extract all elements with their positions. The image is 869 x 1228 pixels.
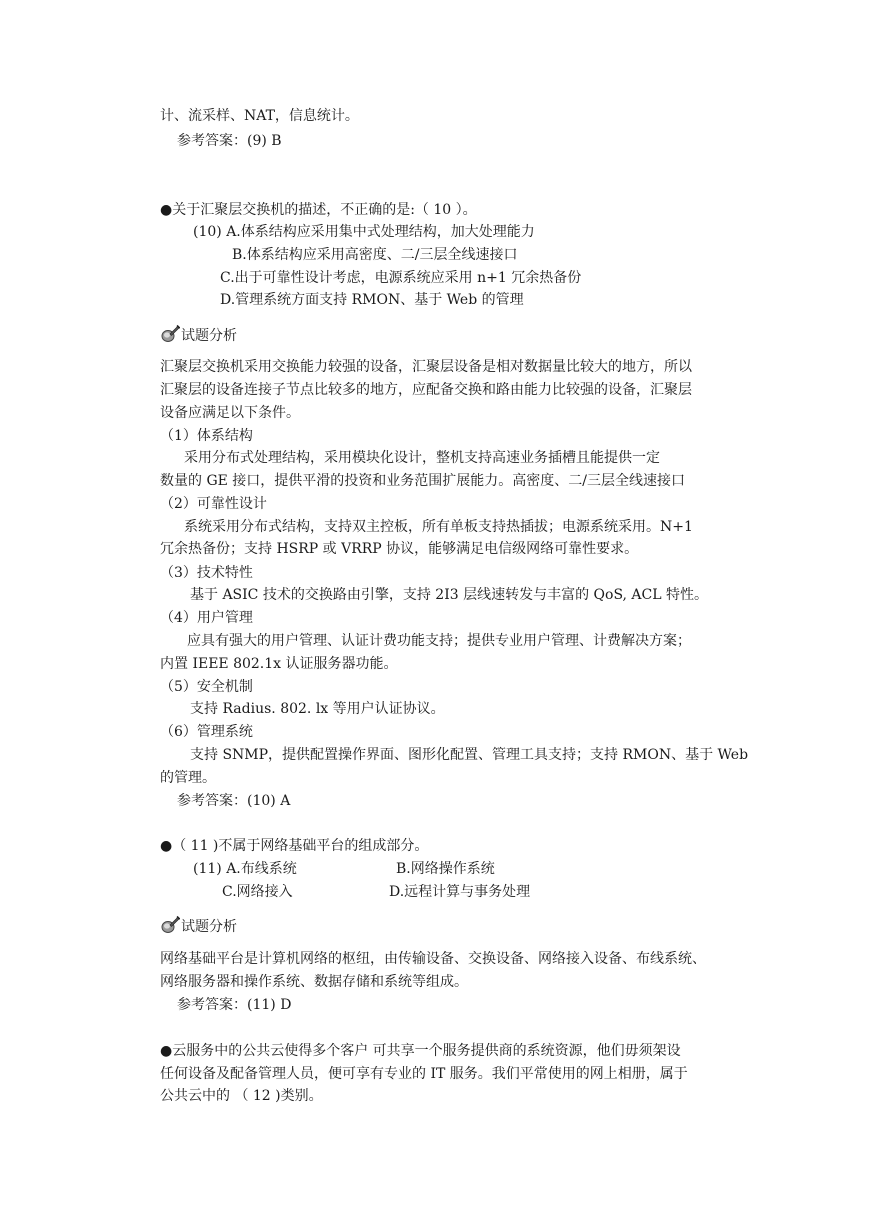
q10-analysis-line: 设备应满足以下条件。 bbox=[160, 405, 300, 421]
q11-option-d: D.远程计算与事务处理 bbox=[389, 884, 531, 900]
q10-option-a: (10) A.体系结构应采用集中式处理结构，加大处理能力 bbox=[193, 224, 535, 240]
q11-analysis-heading bbox=[160, 915, 237, 937]
q11-analysis-line: 网络基础平台是计算机网络的枢纽，由传输设备、交换设备、网络接入设备、布线系统、 bbox=[160, 951, 706, 967]
q9-answer: 参考答案：(9) B bbox=[177, 133, 282, 149]
q10-option-c: C.出于可靠性设计考虑，电源系统应采用 n+1 冗余热备份 bbox=[220, 270, 582, 286]
q11-option-c: C.网络接入 bbox=[222, 884, 293, 900]
q10-analysis-heading bbox=[160, 324, 237, 346]
q10-subheading-5: （5）安全机制 bbox=[160, 679, 253, 695]
q11-option-a: (11) A.布线系统 bbox=[193, 861, 297, 877]
q10-option-d: D.管理系统方面支持 RMON、基于 Web 的管理 bbox=[220, 292, 524, 308]
q12-stem-line: 任何设备及配备管理人员，便可享有专业的 IT 服务。我们平常使用的网上相册，属于 bbox=[160, 1066, 688, 1082]
q10-analysis-line: 冗余热备份；支持 HSRP 或 VRRP 协议，能够满足电信级网络可靠性要求。 bbox=[160, 541, 639, 557]
q10-analysis-line: 内置 IEEE 802.1x 认证服务器功能。 bbox=[160, 656, 398, 672]
q11-analysis-label: 试题分析 bbox=[181, 919, 237, 935]
q10-analysis-line: 应具有强大的用户管理、认证计费功能支持；提供专业用户管理、计费解决方案； bbox=[187, 633, 691, 649]
q9-text-continuation: 计、流采样、NAT，信息统计。 bbox=[160, 108, 359, 124]
q10-answer: 参考答案：(10) A bbox=[177, 793, 291, 809]
q10-analysis-line: 数量的 GE 接口，提供平滑的投资和业务范围扩展能力。高密度、二/三层全线速接口 bbox=[160, 473, 686, 489]
q10-analysis-line: 采用分布式处理结构，采用模块化设计，整机支持高速业务插槽且能提供一定 bbox=[184, 450, 660, 466]
pencil-icon bbox=[160, 324, 180, 344]
q10-analysis-line: 基于 ASIC 技术的交换路由引擎，支持 2I3 层线速转发与丰富的 QoS, ACL 特性。 bbox=[190, 587, 709, 603]
q10-subheading-1: （1）体系结构 bbox=[160, 428, 253, 444]
q10-subheading-6: （6）管理系统 bbox=[160, 724, 253, 740]
q10-subheading-2: （2）可靠性设计 bbox=[160, 496, 267, 512]
q10-subheading-3: （3）技术特性 bbox=[160, 565, 253, 581]
q10-analysis-line: 支持 Radius. 802. lx 等用户认证协议。 bbox=[190, 701, 445, 717]
q10-analysis-label: 试题分析 bbox=[181, 328, 237, 344]
q10-analysis-line: 支持 SNMP，提供配置操作界面、图形化配置、管理工具支持；支持 RMON、基于 Web bbox=[190, 747, 749, 763]
q12-stem-line: 公共云中的 （ 12 )类别。 bbox=[160, 1088, 323, 1104]
q10-option-b: B.体系结构应采用高密度、二/三层全线速接口 bbox=[232, 247, 518, 263]
q10-analysis-line: 的管理。 bbox=[160, 770, 216, 786]
q11-stem: ●（ 11 )不属于网络基础平台的组成部分。 bbox=[160, 838, 429, 854]
q11-answer: 参考答案：(11) D bbox=[177, 997, 292, 1013]
q10-analysis-line: 系统采用分布式结构，支持双主控板，所有单板支持热插拔；电源系统采用。N+1 bbox=[184, 519, 693, 535]
q10-subheading-4: （4）用户管理 bbox=[160, 610, 253, 626]
q12-stem-line: ●云服务中的公共云使得多个客户 可共享一个服务提供商的系统资源，他们毋须架设 bbox=[160, 1043, 681, 1059]
q10-stem: ●关于汇聚层交换机的描述，不正确的是:（ 10 ）。 bbox=[160, 202, 477, 218]
q10-analysis-line: 汇聚层交换机采用交换能力较强的设备，汇聚层设备是相对数据量比较大的地方，所以 bbox=[160, 359, 692, 375]
pencil-icon bbox=[160, 915, 180, 935]
q10-analysis-line: 汇聚层的设备连接子节点比较多的地方，应配备交换和路由能力比较强的设备，汇聚层 bbox=[160, 382, 692, 398]
q11-analysis-line: 网络服务器和操作系统、数据存储和系统等组成。 bbox=[160, 974, 468, 990]
q11-option-b: B.网络操作系统 bbox=[396, 861, 495, 877]
